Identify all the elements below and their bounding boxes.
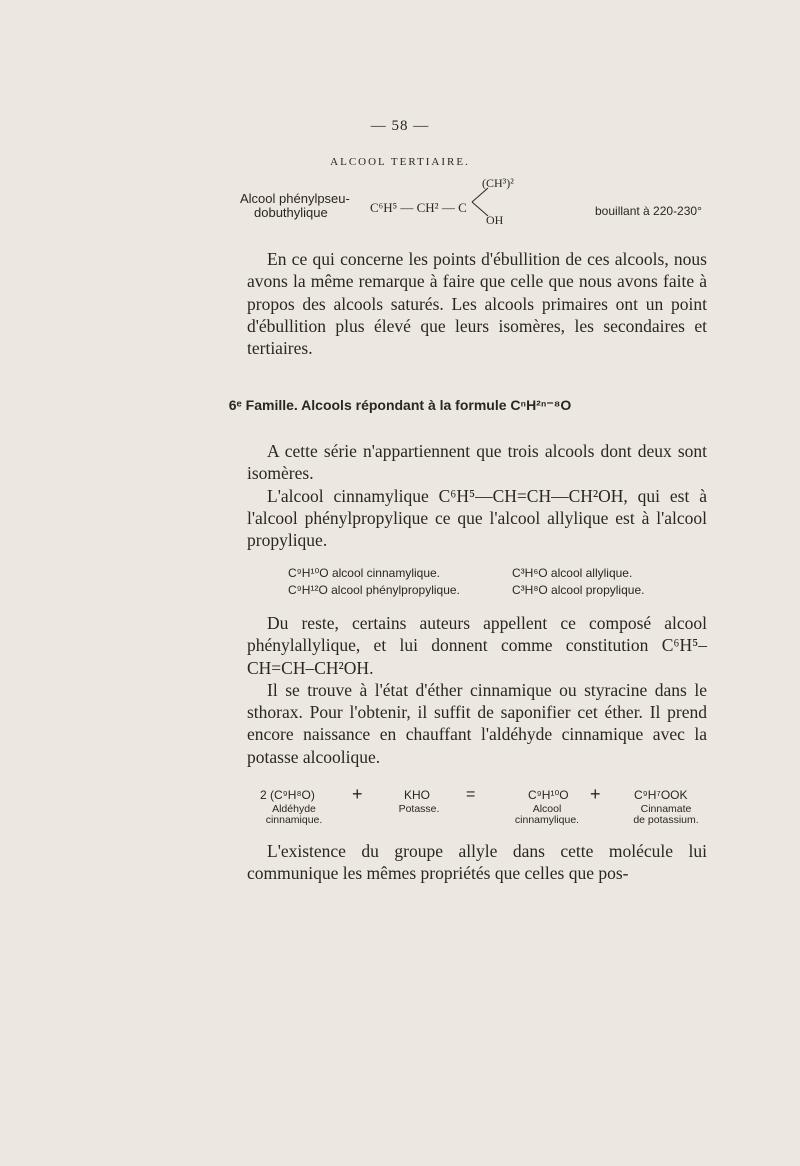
compare-r2c2: C³H⁸O alcool propylique. xyxy=(512,583,645,597)
eq-plus-2: + xyxy=(590,784,601,804)
eq-label-alcohol xyxy=(502,804,592,826)
paragraph-text: A cette série n'appartiennent que trois alcools dont deux sont isomères. xyxy=(247,441,707,484)
paragraph-text: Il se trouve à l'état d'éther cinnamique ou styracine dans le sthorax. Pour l'obtenir, il suffit de saponifier cet éther. Il prend encore naissance en chauffant l'aldéhyde cinnamique avec la potasse alcoolique. xyxy=(247,679,707,767)
eq-equals: = xyxy=(466,786,476,803)
paragraph-series xyxy=(247,440,707,551)
paragraph-boiling-points xyxy=(247,248,707,359)
eq-term-aldehyde: 2 (C⁹H⁸O) xyxy=(260,788,315,802)
paragraph-text: En ce qui concerne les points d'ébullition de ces alcools, nous avons la même remarque à faire que celle que nous avons faite à propos des alcools saturés. Les alcools primaires ont un point d'ébullition plus élevé que leurs isomères, les secondaires et tertiaires. xyxy=(247,249,707,359)
eq-label-line: cinnamique. xyxy=(265,814,323,826)
paragraph-text: L'existence du groupe allyle dans cette molécule lui communique les mêmes propriétés que celles que pos- xyxy=(247,841,707,884)
eq-label-line: Alcool xyxy=(532,803,562,815)
formula-core: C⁶H⁵ — CH² — C xyxy=(370,200,467,215)
formula-branch-bottom: OH xyxy=(486,213,504,227)
boiling-point: bouillant à 220-230° xyxy=(595,204,702,218)
compound-name-line2: dobuthylique xyxy=(254,205,328,220)
eq-label-line: de potassium. xyxy=(633,814,699,826)
paragraph-text: Du reste, certains auteurs appellent ce composé alcool phénylallylique, et lui donnent comme constitution C⁶H⁵–CH=CH–CH²OH. xyxy=(247,613,707,678)
eq-term-cinnamate: C⁹H⁷OOK xyxy=(634,788,688,802)
paragraph-allyl xyxy=(247,840,707,885)
section-title-family-6: 6ᵉ Famille. Alcools répondant à la formule CⁿH²ⁿ⁻⁸O xyxy=(228,397,572,413)
section-heading-tertiary: ALCOOL TERTIAIRE. xyxy=(330,156,470,168)
eq-label-aldehyde xyxy=(254,804,334,826)
compare-r2c1: C⁹H¹²O alcool phénylpropylique. xyxy=(288,583,460,597)
page-number: — 58 — xyxy=(370,118,430,134)
eq-label-cinnamate xyxy=(616,804,716,826)
compare-r1c2: C³H⁶O alcool allylique. xyxy=(512,566,633,580)
compound-name-line1: Alcool phénylpseu- xyxy=(240,191,350,206)
eq-label-line: Aldéhyde xyxy=(272,803,316,815)
eq-plus-1: + xyxy=(352,784,363,804)
eq-label-line: Cinnamate xyxy=(640,803,692,815)
eq-term-potash: KHO xyxy=(404,788,431,802)
formula-branch-top: (CH³)² xyxy=(482,176,514,190)
paragraph-text: L'alcool cinnamylique C⁶H⁵—CH=CH—CH²OH, qui est à l'alcool phénylpropylique ce que l'alcool allylique est à l'alcool propylique. xyxy=(247,485,707,551)
eq-label-potash xyxy=(384,804,454,815)
eq-term-alcohol: C⁹H¹⁰O xyxy=(528,788,569,802)
compare-r1c1: C⁹H¹⁰O alcool cinnamylique. xyxy=(288,566,441,580)
eq-label-line: Potasse. xyxy=(398,803,440,815)
compound-name xyxy=(240,192,350,220)
paragraph-constitution xyxy=(247,612,707,768)
eq-label-line: cinnamylique. xyxy=(514,814,580,826)
